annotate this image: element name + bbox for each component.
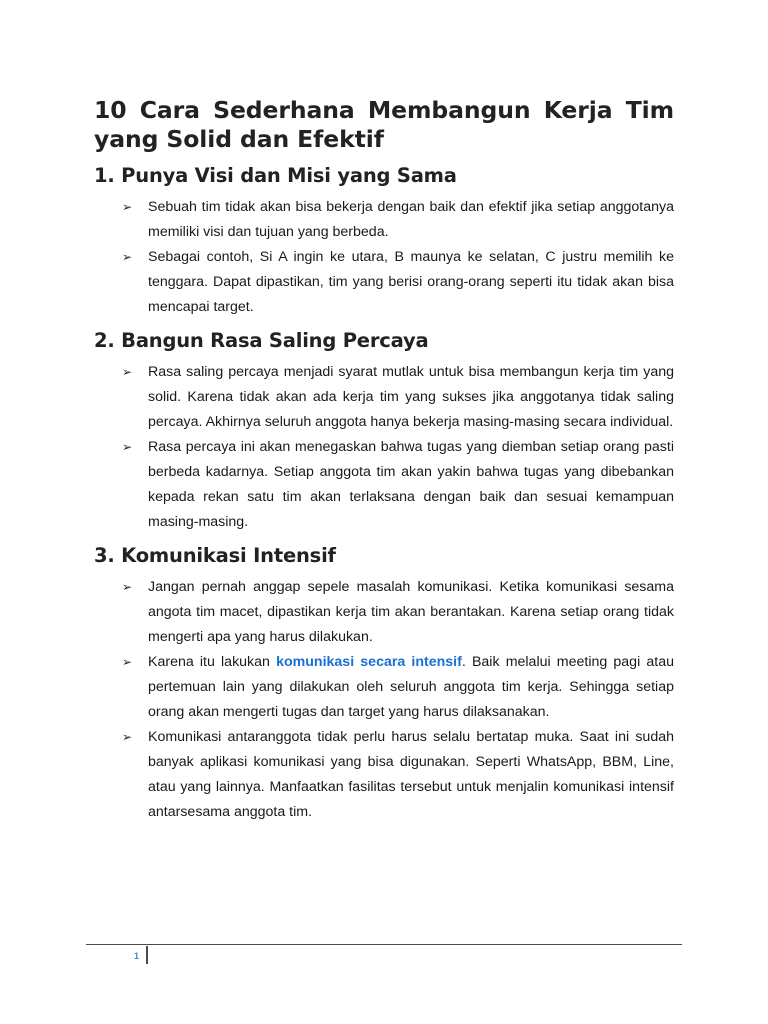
list-item <box>94 360 674 435</box>
section-1-list <box>94 195 674 320</box>
list-item <box>94 245 674 320</box>
arrowhead-bullet-icon: ➢ <box>122 440 133 454</box>
list-item <box>94 725 674 825</box>
komunikasi-intensif-link[interactable]: komunikasi secara intensif <box>276 654 462 670</box>
page-number-divider <box>146 946 148 964</box>
arrowhead-bullet-icon: ➢ <box>122 200 133 214</box>
document-page <box>94 96 674 833</box>
list-item-text-after: . Baik melalui meeting pagi atau pertemuan lain yang dilakukan oleh seluruh anggota tim kerja. Sehingga setiap orang akan mengerti tugas dan target yang harus dilaksanakan. <box>148 654 674 720</box>
arrowhead-bullet-icon: ➢ <box>122 250 133 264</box>
list-item-text: Jangan pernah anggap sepele masalah komunikasi. Ketika komunikasi sesama angota tim macet, dipastikan kerja tim akan berantakan. Karena setiap orang tidak mengerti apa yang harus dilakukan. <box>148 579 674 645</box>
list-item-text: Rasa percaya ini akan menegaskan bahwa tugas yang diemban setiap orang pasti berbeda kadarnya. Setiap anggota tim akan yakin bahwa tugas yang dibebankan kepada rekan satu tim akan terlaksana dengan baik dan sesuai kemampuan masing-masing. <box>148 439 674 530</box>
arrowhead-bullet-icon: ➢ <box>122 730 133 744</box>
list-item-text: Sebagai contoh, Si A ingin ke utara, B maunya ke selatan, C justru memilih ke tenggara. Dapat dipastikan, tim yang berisi orang-orang seperti itu tidak akan bisa mencapai target. <box>148 249 674 315</box>
page-number: 1 <box>134 951 140 961</box>
section-heading-2: 2. Bangun Rasa Saling Percaya <box>94 329 429 352</box>
arrowhead-bullet-icon: ➢ <box>122 580 133 594</box>
section-heading-3: 3. Komunikasi Intensif <box>94 544 336 567</box>
document-title: 10 Cara Sederhana Membangun Kerja Tim yang Solid dan Efektif <box>94 96 674 153</box>
list-item-text: Komunikasi antaranggota tidak perlu harus selalu bertatap muka. Saat ini sudah banyak aplikasi komunikasi yang bisa digunakan. Seperti WhatsApp, BBM, Line, atau yang lainnya. Manfaatkan fasilitas tersebut untuk menjalin komunikasi intensif antarsesama anggota tim. <box>148 729 674 820</box>
list-item <box>94 575 674 650</box>
arrowhead-bullet-icon: ➢ <box>122 655 133 669</box>
list-item <box>94 195 674 245</box>
section-2-list <box>94 360 674 535</box>
list-item-text: Rasa saling percaya menjadi syarat mutlak untuk bisa membangun kerja tim yang solid. Karena tidak akan ada kerja tim yang sukses jika anggotanya tidak saling percaya. Akhirnya seluruh anggota hanya bekerja masing-masing secara individual. <box>148 364 674 430</box>
footer-divider <box>86 944 682 945</box>
list-item <box>94 435 674 535</box>
list-item-text-before: Karena itu lakukan <box>148 654 277 670</box>
list-item <box>94 650 674 725</box>
arrowhead-bullet-icon: ➢ <box>122 365 133 379</box>
section-3-list <box>94 575 674 825</box>
section-heading-1: 1. Punya Visi dan Misi yang Sama <box>94 164 457 187</box>
list-item-text: Sebuah tim tidak akan bisa bekerja dengan baik dan efektif jika setiap anggotanya memiliki visi dan tujuan yang berbeda. <box>148 199 674 240</box>
